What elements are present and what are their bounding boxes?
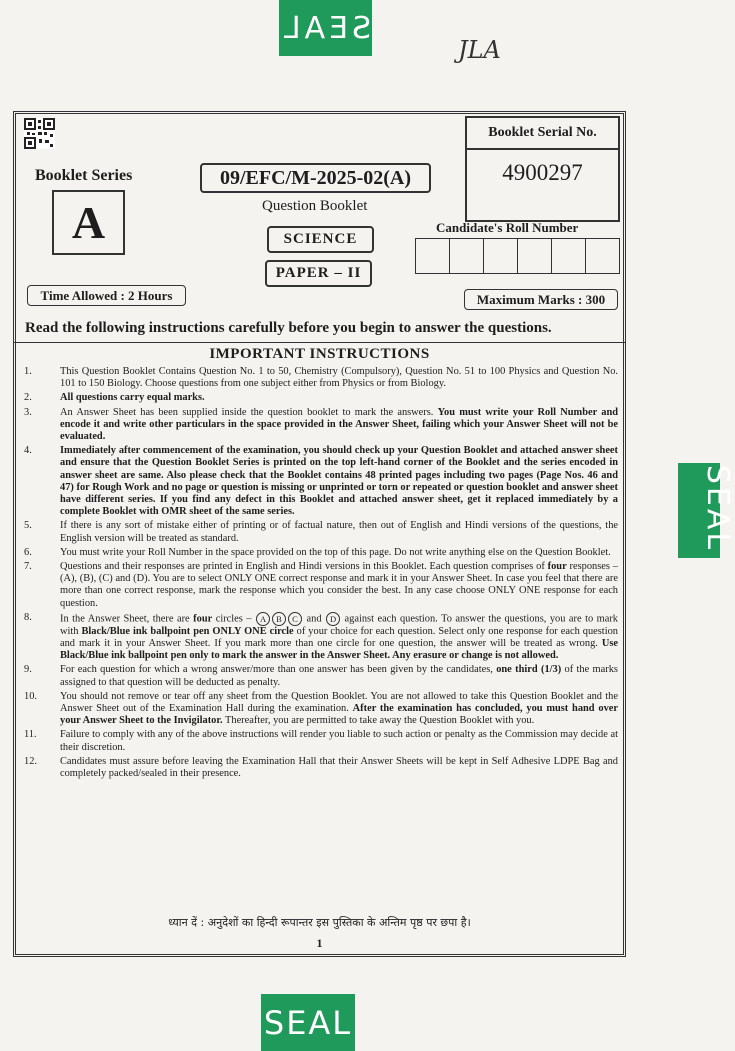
item-text: If there is any sort of mistake either of printing or of factual nature, then out of English and Hindi versions of the questions, the English version will be treated as standard. bbox=[60, 520, 618, 544]
list-item bbox=[20, 664, 618, 688]
option-circle-a: A bbox=[256, 612, 270, 626]
item-text-bold: Use Black/Blue ink ballpoint pen only to mark the answer in the Answer Sheet. Any erasure or change is not allowed. bbox=[60, 638, 618, 662]
seal-top-text: SEAL bbox=[279, 10, 372, 46]
roll-number-cell[interactable] bbox=[484, 239, 518, 273]
item-text-part: You should not remove or tear off any sheet from the Question Booklet. You are not allowed to take this Question Booklet and the Answer Sheet out of the Examination Hall during the examination. bbox=[60, 690, 618, 715]
roll-number-cell[interactable] bbox=[450, 239, 484, 273]
item-text-part: of your choice for each question. Select only one response for each question and mark it in your Answer Sheet. If you mark more than one circle for one question, the answer will be treated as wrong. bbox=[60, 625, 618, 650]
seal-stamp-bottom bbox=[261, 994, 355, 1051]
page-number: 1 bbox=[316, 936, 323, 950]
item-text-part: circles – bbox=[215, 613, 252, 625]
item-number: 12. bbox=[24, 755, 37, 767]
item-text-bold: four bbox=[547, 561, 567, 573]
roll-number-cell[interactable] bbox=[416, 239, 450, 273]
roll-number-cell[interactable] bbox=[552, 239, 586, 273]
item-text bbox=[60, 445, 618, 518]
option-circle-c: C bbox=[288, 612, 302, 626]
item-text-part: For each question for which a wrong answer/more than one answer has been given by the candidates, bbox=[60, 664, 493, 676]
item-text: Candidates must assure before leaving the Examination Hall that their Answer Sheets will be kept in Self Adhesive LDPE Bag and completely packed/sealed in their presence. bbox=[60, 755, 618, 780]
list-item bbox=[20, 612, 618, 663]
item-text: You must write your Roll Number in the space provided on the top of this page. Do not write anything else on the Question Booklet. bbox=[60, 546, 611, 558]
booklet-serial-label: Booklet Serial No. bbox=[467, 118, 618, 150]
qr-code-icon bbox=[24, 118, 55, 149]
instructions-heading: IMPORTANT INSTRUCTIONS bbox=[209, 346, 430, 362]
seal-bottom-text: SEAL bbox=[263, 1003, 353, 1042]
hindi-note: ध्यान दें : अनुदेशों का हिन्दी रूपान्तर इस पुस्तिका के अन्तिम पृष्ठ पर छपा है। bbox=[168, 916, 471, 929]
item-text-bold: one third (1/3) bbox=[496, 664, 562, 676]
item-text-part: of the marks assigned to that question will be deducted as penalty. bbox=[60, 664, 618, 688]
subject-box: SCIENCE bbox=[267, 226, 374, 253]
list-item bbox=[20, 366, 618, 390]
booklet-serial-box bbox=[465, 116, 620, 222]
item-text-bold: All questions carry equal marks. bbox=[60, 392, 205, 404]
item-number: 9. bbox=[24, 664, 32, 676]
booklet-code: 09/EFC/M-2025-02(A) bbox=[200, 163, 431, 193]
item-text-part: An Answer Sheet has been supplied inside the question booklet to mark the answers. bbox=[60, 406, 434, 418]
paper-box: PAPER – II bbox=[265, 260, 372, 287]
item-text-part: responses – (A), (B), (C) and (D). You are to select ONLY ONE correct response and mark it in your Answer Sheet. In case you feel that there are more than one correct response, mark the response which you consider the best. In any case choose ONLY ONE response for each question. bbox=[60, 561, 618, 609]
list-item bbox=[20, 392, 618, 404]
roll-number-grid[interactable] bbox=[415, 238, 620, 274]
item-text-part: against each question. To answer the questions, you are to mark with bbox=[60, 613, 618, 637]
read-instructions-line: Read the following instructions carefully before you begin to answer the questions. bbox=[25, 320, 552, 336]
item-number: 11. bbox=[24, 729, 37, 741]
option-circle-d: D bbox=[326, 612, 340, 626]
list-item bbox=[20, 547, 618, 559]
item-text bbox=[60, 612, 618, 663]
list-item bbox=[20, 445, 618, 518]
item-text-bold: You must write your Roll Number and encode it and write other particulars in the space provided in the Answer Sheet, failing which your Answer Sheet will not be evaluated. bbox=[60, 406, 619, 443]
maximum-marks-box: Maximum Marks : 300 bbox=[464, 289, 618, 310]
seal-stamp-right bbox=[678, 463, 735, 558]
list-item bbox=[20, 520, 618, 544]
item-text bbox=[60, 561, 618, 610]
item-text: This Question Booklet Contains Question No. 1 to 50, Chemistry (Compulsory), Question No. 51 to 100 Physics and Question No. 101 to 150 Biology. Choose questions from one subject either from Physics or from Biology. bbox=[60, 366, 618, 390]
time-allowed-box: Time Allowed : 2 Hours bbox=[27, 285, 186, 306]
item-text-part: Thereafter, you are permitted to take away the Question Booklet with you. bbox=[225, 715, 535, 727]
item-number: 4. bbox=[24, 445, 32, 457]
item-number: 7. bbox=[24, 561, 32, 573]
item-number: 1. bbox=[24, 366, 32, 377]
question-booklet-label: Question Booklet bbox=[262, 198, 368, 214]
roll-number-label: Candidate's Roll Number bbox=[436, 220, 579, 235]
item-number: 5. bbox=[24, 520, 32, 532]
seal-stamp-top bbox=[279, 0, 372, 56]
item-text-part: and bbox=[306, 613, 322, 625]
option-circle-b: B bbox=[272, 612, 286, 626]
item-text-bold: Immediately after commencement of the examination, you should check up your Question Booklet and attached answer sheet and ensure that the Question Booklet Series is printed on the top left-hand corner of the Booklet and the series encoded in answer sheet are same. Also please check that the Booklet contains 48 printed pages including two pages (Page Nos. 46 and 47) for Rough Work and no page or question is missing or unprinted or torn or repeated or question booklet and answer sheet have different series. If you find any defect in this Booklet and attached answer sheet, get it replaced immediately by a complete Booklet with OMR sheet of the same series. bbox=[60, 445, 618, 518]
item-text: Failure to comply with any of the above instructions will render you liable to such action or penalty as the Commission may decide at their discretion. bbox=[60, 729, 618, 753]
item-number: 6. bbox=[24, 546, 32, 558]
divider bbox=[13, 342, 626, 343]
list-item bbox=[20, 561, 618, 610]
booklet-serial-number: 4900297 bbox=[502, 160, 583, 185]
item-text bbox=[60, 664, 618, 688]
item-text-part: In the Answer Sheet, there are bbox=[60, 613, 190, 625]
item-number: 3. bbox=[24, 406, 32, 418]
booklet-series-value: A bbox=[52, 190, 125, 255]
item-text-part: Questions and their responses are printed in English and Hindi versions in this Booklet. Each question comprises of bbox=[60, 561, 545, 573]
roll-number-cell[interactable] bbox=[518, 239, 552, 273]
booklet-series-label: Booklet Series bbox=[35, 167, 133, 184]
instructions-list bbox=[20, 366, 618, 782]
list-item bbox=[20, 756, 618, 780]
item-text-bold: After the examination has concluded, you must hand over your Answer Sheet to the Invigilator. bbox=[60, 703, 618, 727]
roll-number-cell[interactable] bbox=[586, 239, 619, 273]
item-text bbox=[60, 407, 618, 444]
list-item bbox=[20, 407, 618, 444]
item-number: 8. bbox=[24, 611, 32, 623]
list-item bbox=[20, 691, 618, 728]
item-text-bold: Black/Blue ink ballpoint pen ONLY ONE circle bbox=[81, 625, 294, 637]
seal-right-text: SEAL bbox=[700, 464, 735, 553]
item-number: 10. bbox=[24, 690, 37, 702]
item-text bbox=[60, 392, 618, 404]
item-text bbox=[60, 691, 618, 728]
handwritten-initials: JLA bbox=[458, 36, 501, 64]
list-item bbox=[20, 729, 618, 753]
item-text-bold: four bbox=[193, 613, 213, 625]
item-number: 2. bbox=[24, 392, 32, 404]
